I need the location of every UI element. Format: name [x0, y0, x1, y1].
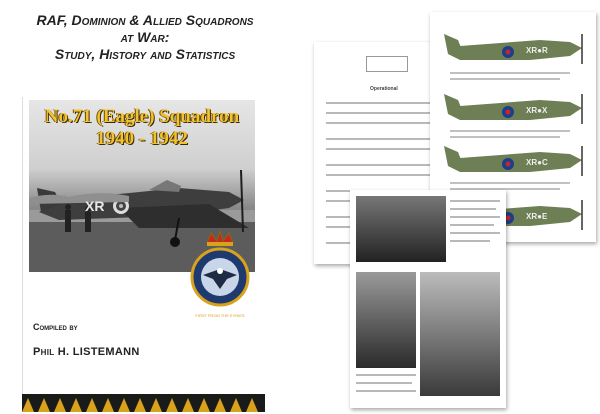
compiled-by-label: Compiled by [33, 322, 78, 332]
cover-title [29, 106, 255, 150]
book-cover [22, 97, 266, 409]
profile-1 [444, 34, 582, 64]
profile-code-3: XR●C [526, 158, 548, 167]
cover-title-line1: No.71 (Eagle) Squadron [44, 106, 240, 127]
photo-top [356, 196, 446, 262]
series-title-line1: RAF, Dominion & Allied Squadrons [36, 12, 254, 28]
squadron-badge [181, 231, 259, 309]
photo-bottom-right [420, 272, 500, 396]
profile-code-2: XR●X [526, 106, 548, 115]
sample-page-photos [350, 190, 506, 408]
table-heading: Operational [370, 86, 398, 92]
profile-code-4: XR●E [526, 212, 548, 221]
aircraft-codes: XR [85, 198, 105, 214]
series-title-line2: at War: [120, 29, 170, 45]
photo-bottom-left [356, 272, 416, 368]
profile-code-1: XR●R [526, 46, 548, 55]
profile-3 [444, 146, 582, 176]
author-name: Phil H. LISTEMANN [33, 346, 140, 358]
profile-2 [444, 94, 582, 124]
series-title [0, 12, 290, 63]
page-header-box [366, 56, 408, 72]
badge-motto: FIRST FROM THE EYRIES [195, 313, 245, 318]
cover-title-line2: 1940 - 1942 [96, 128, 188, 149]
series-title-line3: Study, History and Statistics [54, 46, 236, 62]
decorative-stripe [22, 394, 265, 412]
